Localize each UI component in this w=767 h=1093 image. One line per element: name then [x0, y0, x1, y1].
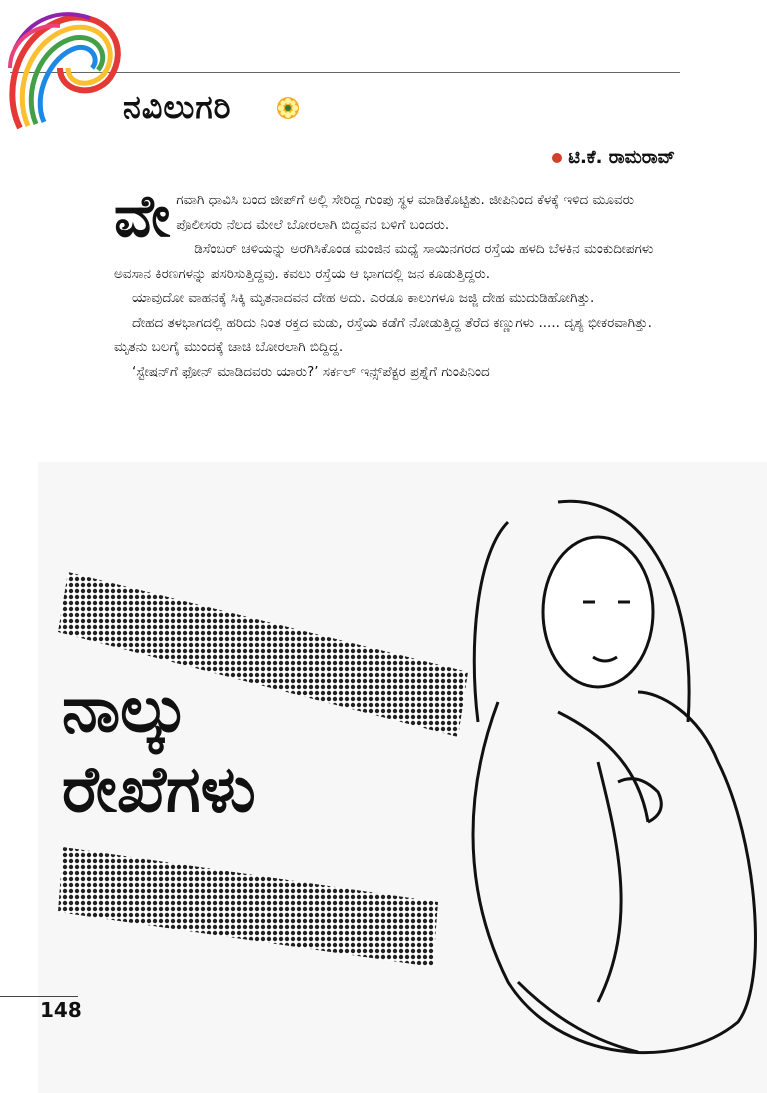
- section-title: ನವಿಲುಗರಿ: [123, 88, 232, 126]
- article-paragraph: ‘ಸ್ಟೇಷನ್‌ಗೆ ಫೋನ್ ಮಾಡಿದವರು ಯಾರು?’ ಸರ್ಕಲ್ ಇನ್ಸ್‌ಪೆಕ್ಟರ ಪ್ರಶ್ನೆಗೆ ಗುಂಪಿನಿಂದ: [132, 363, 490, 380]
- article-paragraph: ಯಾವುದೋ ವಾಹನಕ್ಕೆ ಸಿಕ್ಕಿ ಮೃತನಾದವನ ದೇಹ ಅದು. ಎರಡೂ ಕಾಲುಗಳೂ ಜಜ್ಜಿ ದೇಹ ಮುದುಡಿಹೋಗಿತ್ತು.: [132, 290, 595, 306]
- page-number: 148: [40, 998, 82, 1022]
- decorative-swirl-icon: [0, 8, 135, 138]
- author-byline: [552, 147, 675, 168]
- article-paragraph: ಡಿಸೆಂಬರ್ ಚಳಿಯನ್ನು ಅರಗಿಸಿಕೊಂಡ ಮಂಜಿನ ಮಧ್ಯೆ ಸಾಯಿನಗರದ ರಸ್ತೆಯ ಹಳದಿ ಬೆಳಕಿನ ಮಂಕುದೀಪಗಳು ಅವಸಾನ ಕಿರಣಗಳನ್ನು ಪಸರಿಸುತ್ತಿದ್ದವು. ಕವಲು ರಸ್ತೆಯ ಆ ಭಾಗದಲ್ಲಿ ಜನ ಕೂಡುತ್ತಿದ್ದರು.: [114, 241, 654, 282]
- bullet-dot-icon: [552, 153, 562, 163]
- story-title: [62, 670, 256, 830]
- paragraph-text: ಗವಾಗಿ ಧಾವಿಸಿ ಬಂದ ಜೀಪ್‌ಗೆ ಅಲ್ಲಿ ಸೇರಿದ್ದ ಗುಂಪು ಸ್ಥಳ ಮಾಡಿಕೊಟ್ಟಿತು. ಜೀಪಿನಿಂದ ಕೆಳಕ್ಕೆ ಇಳಿದ ಮೂವರು ಪೊಲೀಸರು ನೆಲದ ಮೇಲೆ ಬೋರಲಾಗಿ ಬಿದ್ದವನ ಬಳಿಗೆ ಬಂದರು.: [176, 192, 635, 233]
- article-paragraph: [114, 182, 684, 250]
- article-paragraph: ದೇಹದ ತಳಭಾಗದಲ್ಲಿ ಹರಿದು ನಿಂತ ರಕ್ತದ ಮಡು, ರಸ್ತೆಯ ಕಡೆಗೆ ನೋಡುತ್ತಿದ್ದ ತೆರೆದ ಕಣ್ಣುಗಳು ..... ದೃಶ್ಯ ಭೀಕರವಾಗಿತ್ತು. ಮೃತನು ಬಲಗೈ ಮುಂದಕ್ಕೆ ಚಾಚಿ ಬೋರಲಾಗಿ ಬಿದ್ದಿದ್ದ.: [114, 314, 652, 355]
- author-name: ಟಿ.ಕೆ. ರಾಮರಾವ್: [568, 147, 675, 168]
- flower-icon: [276, 96, 300, 120]
- footer-rule: [0, 996, 78, 997]
- story-title-line: ರೇಖೆಗಳು: [62, 753, 256, 827]
- article-body: [114, 182, 684, 384]
- story-title-line: ನಾಲ್ಕು: [62, 673, 189, 747]
- drop-cap: ವೇ: [114, 182, 171, 250]
